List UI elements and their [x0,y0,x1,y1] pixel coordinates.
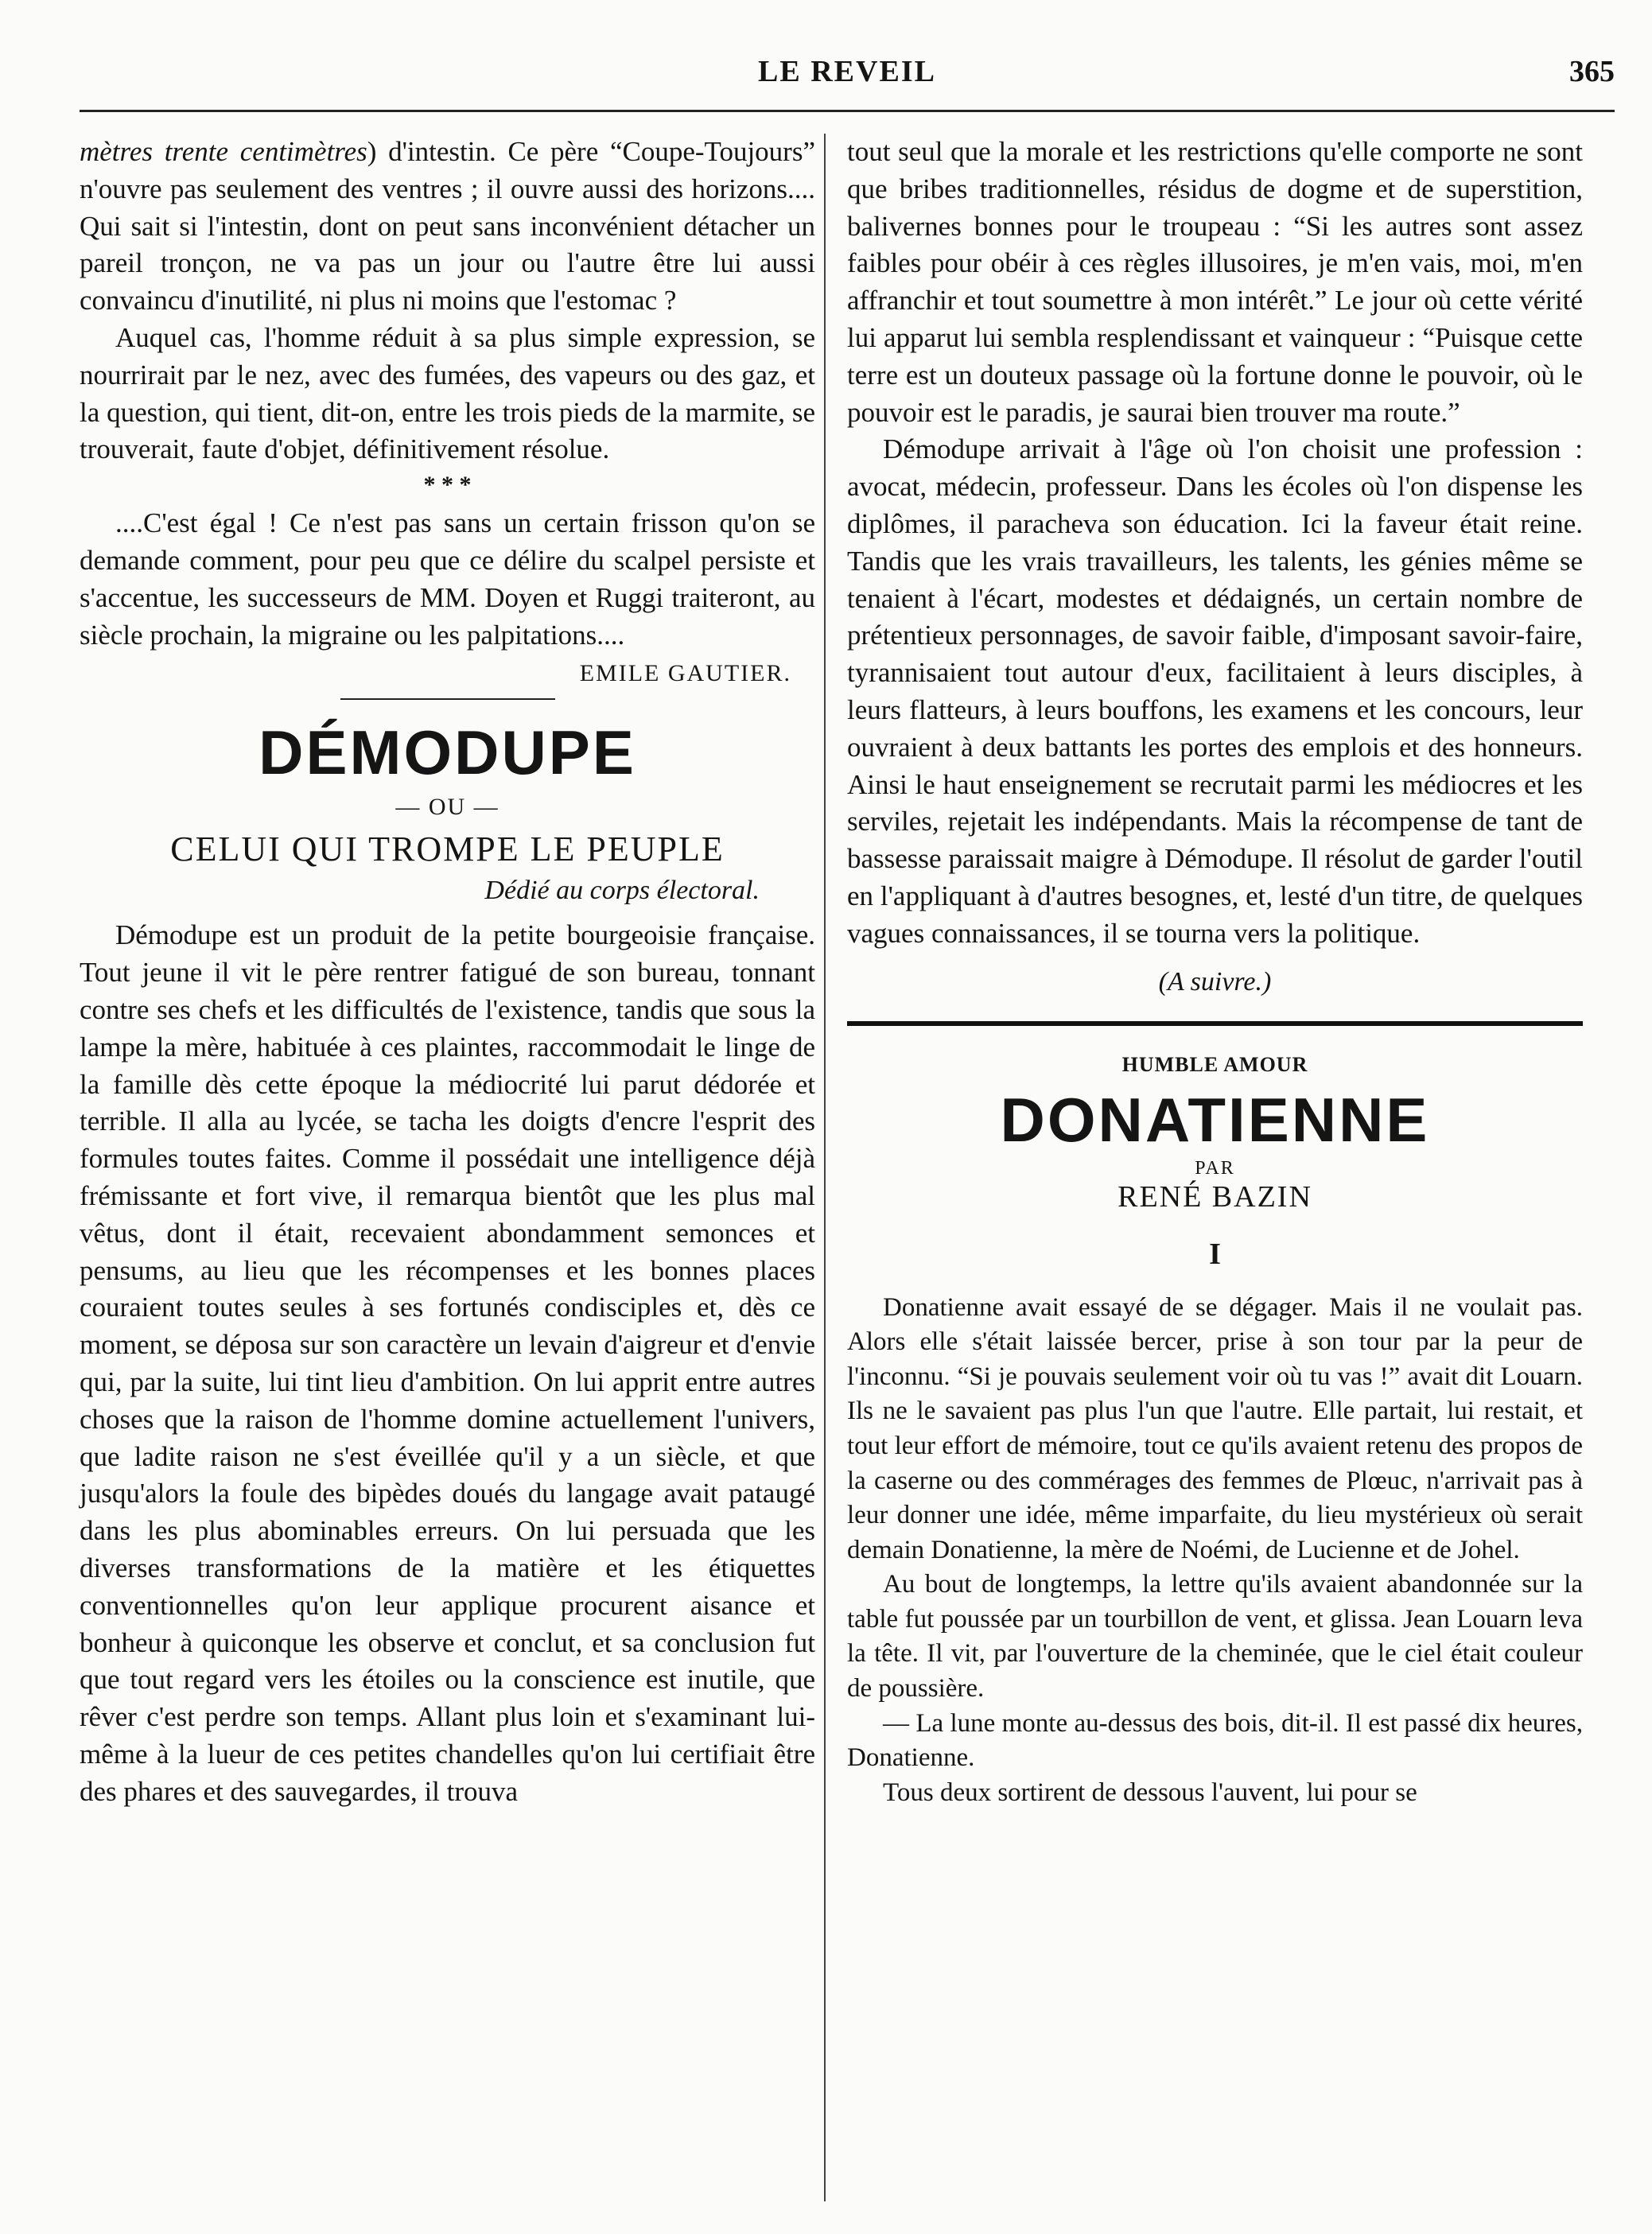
section-rule [340,698,555,700]
column-divider [824,134,826,2201]
paragraph: tout seul que la morale et les restrictions qu'elle comporte ne sont que bribes traditionnelles, résidus de dogme et de superstition, balivernes bonnes pour le troupeau : “Si les autres sont assez faibles pour obéir à ces règles illusoires, je m'en vais, moi, m'en affranchir et tout soumettre à mon intérêt.” Le jour où cette vérité lui apparut lui sembla resplendissant et vainqueur : “Puisque cette terre est un douteux passage où la fortune donne le pouvoir, où le pouvoir est le paradis, je saurai bien trouver ma route.” [847,136,1583,428]
serial-title: DONATIENNE [1000,1084,1430,1155]
serial-body [847,1291,1583,1811]
paragraph: — La lune monte au-dessus des bois, dit-il. Il est passé dix heures, Donatienne. [847,1708,1583,1773]
paragraph: Démodupe est un produit de la petite bourgeoisie française. Tout jeune il vit le père rentrer fatigué de son bureau, tonnant contre ses chefs et les difficultés de l'existence, tandis que sous la lampe la mère, habituée à ces plaintes, raccommodait le linge de la famille dès cette époque la médiocrité lui parut dédorée et terrible. Il alla au lycée, se tacha les doigts d'encre l'esprit des formules toutes faites. Comme il possédait une intelligence déjà frémissante et fort vive, il remarqua bientôt que les plus mal vêtus, dont il était, recevaient abondamment semonces et pensums, au lieu que les récompenses et les bonnes places couraient toutes seules à ses fortunés condisciples et, dès ce moment, se déposa sur son caractère un levain d'aigreur et d'envie qui, par la suite, lui tint lieu d'ambition. On lui apprit entre autres choses que la raison de l'homme domine actuellement l'univers, que ladite raison ne s'est éveillée qu'il y a un siècle, et que jusqu'alors la foule des bipèdes doués du langage avait pataugé dans les plus abominables erreurs. On lui persuada que les diverses transformations de la matière et les étiquettes conventionnelles qu'on leur applique procurent aisance et bonheur à quiconque les observe et conclut, et sa conclusion fut que tout regard vers les étoiles ou la conscience est inutile, que rêver c'est perdre son temps. Allant plus loin et s'examinant lui-même à la lueur de ces petites chandelles qu'on lui certifiait être des phares et des sauvegardes, il trouva [80,919,815,1807]
chapter-number: I [1209,1237,1221,1271]
article-body-continued [847,134,1583,953]
page-number: 365 [1569,55,1615,88]
paragraph: Auquel cas, l'homme réduit à sa plus simple expression, se nourrirait par le nez, avec des fumées, des vapeurs ou des gaz, et la question, qui tient, dit-on, entre les trois pieds de la marmite, se trouverait, faute d'objet, définitivement résolue. [80,321,815,465]
italic-lead: mètres trente centimètres [80,136,367,167]
paragraph: Au bout de longtemps, la lettre qu'ils avaient abandonnée sur la table fut poussée par un tourbillon de vent, et glissa. Jean Louarn leva la tête. Il vit, par l'ouverture de la cheminée, que le ciel était couleur de poussière. [847,1570,1583,1704]
paragraph [80,134,815,320]
right-column [847,134,1583,1810]
left-column [80,134,815,1810]
title-conjunction: — OU — [395,794,499,821]
dedication: Dédié au corps électoral. [484,876,760,906]
author-signature: EMILE GAUTIER. [579,660,791,687]
section-rule-thick [847,1021,1583,1026]
article-body [80,917,815,1810]
article-closing [80,505,815,654]
paragraph: Donatienne avait essayé de se dégager. Mais il ne voulait pas. Alors elle s'était laissée bercer, prise à son tour par la peur de l'inconnu. “Si je pouvais seulement voir où tu vas !” avait dit Louarn. Ils ne le savaient pas plus l'un que l'autre. Elle partait, lui restait, et tout leur effort de mémoire, tout ce qu'ils avaient retenu des propos de la caserne ou des commérages des femmes de Plœuc, n'arrivait pas à leur donner une idée, même imparfaite, du lieu mystérieux où serait demain Donatienne, la mère de Noémi, de Lucienne et de Johel. [847,1292,1583,1564]
paragraph: ....C'est égal ! Ce n'est pas sans un certain frisson qu'on se demande comment, pour peu que ce délire du scalpel persiste et s'accentue, les successeurs de MM. Doyen et Ruggi traiteront, au siècle prochain, la migraine ou les palpitations.... [80,507,815,651]
article-continuation [80,134,815,468]
article-subtitle: CELUI QUI TROMPE LE PEUPLE [170,829,725,869]
serial-author: RENÉ BAZIN [1118,1179,1312,1214]
journal-title: LE REVEIL [758,55,936,88]
paragraph: Tous deux sortirent de dessous l'auvent, lui pour se [883,1777,1417,1807]
page-header [80,54,1615,118]
paragraph-text: ) d'intestin. Ce père “Coupe-Toujours” n'ouvre pas seulement des ventres ; il ouvre aussi des horizons.... Qui sait si l'intestin, dont on peut sans inconvénient détacher un pareil tronçon, ne va pas un jour ou l'autre être lui aussi convaincu d'inutilité, ni plus ni moins que l'estomac ? [80,136,815,317]
article-title: DÉMODUPE [258,717,636,788]
to-be-continued: (A suivre.) [1158,966,1272,997]
asterism: * * * [423,472,472,499]
paragraph: Démodupe arrivait à l'âge où l'on choisit une profession : avocat, médecin, professeur. Dans les écoles où l'on dispense les diplômes, il paracheva son éducation. Ici la faveur était reine. Tandis que les vrais travailleurs, les talents, les génies même se tenaient à l'écart, modestes et dédaignés, un certain nombre de prétentieux personnages, de savoir faible, d'imposant savoir-faire, tyrannisaient tout autour d'eux, facilitaient à leurs disciples, à leurs flatteurs, à leurs bouffons, les examens et les concours, leur ouvraient à deux battants les portes des emplois et des honneurs. Ainsi le haut enseignement se recrutait parmi les médiocres et les serviles, rejetait les indépendants. Mais la récompense de tant de bassesse paraissait maigre à Démodupe. Il résolut de garder l'outil en l'appliquant à d'autres besognes, et, lesté d'un titre, de quelques vagues connaissances, il se tourna vers la politique. [847,433,1583,949]
serial-kicker: HUMBLE AMOUR [1121,1052,1308,1076]
header-rule [80,110,1615,112]
byline-par: PAR [1195,1157,1235,1179]
